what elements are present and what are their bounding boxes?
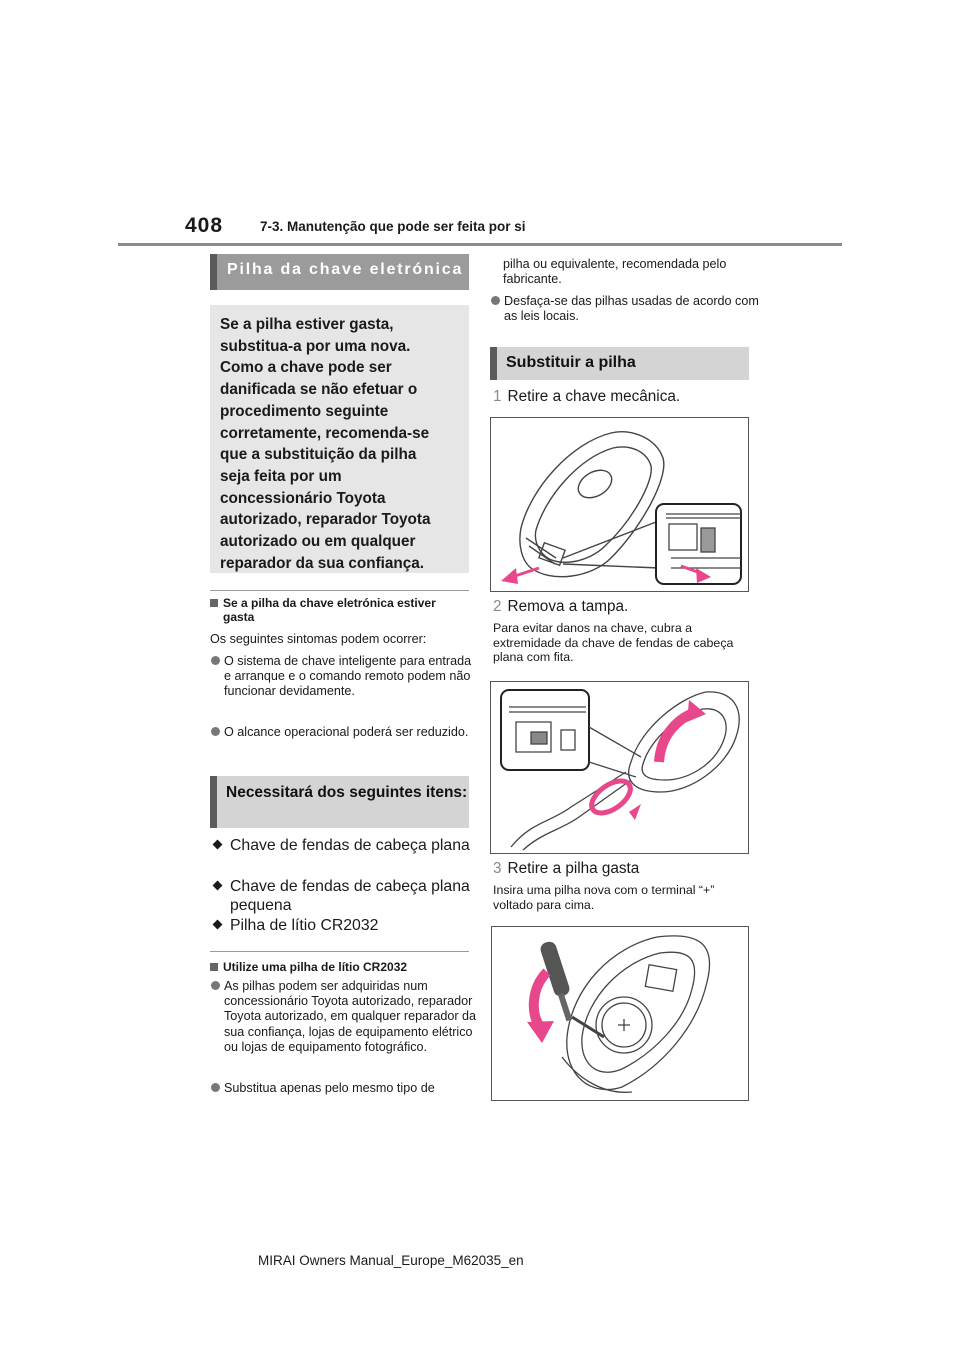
- step-text: Retire a pilha gasta: [507, 860, 640, 877]
- battery-illustration: [492, 927, 748, 1100]
- item: [212, 836, 480, 855]
- step-3-note: Insira uma pilha nova com o terminal “+” voltado para cima.: [493, 883, 715, 912]
- figure-remove-cover: [490, 681, 749, 854]
- q1-bullet: [211, 654, 479, 700]
- page-number: 408: [185, 214, 224, 237]
- q1-bullet: [211, 725, 479, 740]
- diamond-bullet-icon: [213, 840, 223, 850]
- round-bullet-icon: [491, 296, 500, 305]
- q2-title: [210, 960, 469, 974]
- heading-necessitara: Necessitará dos seguintes itens:: [210, 776, 469, 828]
- info-line: concessionário Toyota: [220, 489, 386, 507]
- step-2-note: Para evitar danos na chave, cubra a extremidade da chave de fendas de cabeça plana com fita.: [493, 621, 734, 664]
- step-3: [493, 860, 753, 878]
- q2-bullet-text: Substitua apenas pelo mesmo tipo de: [224, 1081, 435, 1095]
- info-line: procedimento seguinte: [220, 402, 389, 420]
- q1-bullet-text: O sistema de chave inteligente para entrada e arranque e o comando remoto podem não funcionar devidamente.: [224, 654, 472, 699]
- item-text: Chave de fendas de cabeça plana: [230, 837, 470, 854]
- info-line: autorizado, reparador Toyota: [220, 511, 431, 529]
- info-line: autorizado ou em qualquer: [220, 533, 416, 551]
- footer-text: MIRAI Owners Manual_Europe_M62035_en: [258, 1253, 524, 1268]
- dispose-bullet: [491, 294, 762, 324]
- divider: [210, 590, 469, 591]
- square-bullet-icon: [210, 963, 218, 971]
- header-rule: [118, 243, 842, 246]
- q1-intro: Os seguintes sintomas podem ocorrer:: [210, 632, 427, 646]
- step-2: [493, 598, 753, 616]
- continued-text: pilha ou equivalente, recomendada pelo fabricante.: [503, 257, 727, 287]
- heading-substituir: Substituir a pilha: [490, 347, 749, 380]
- item-text: Chave de fendas de cabeça plana pequena: [230, 878, 470, 914]
- info-line: Como a chave pode ser: [220, 359, 392, 377]
- q2-bullet-text: As pilhas podem ser adquiridas num concessionário Toyota autorizado, reparador Toyota autorizado, em qualquer reparador da sua confiança, lojas de equipamento elétrico ou lojas de equipamento fotográfico.: [224, 979, 477, 1054]
- step-number: 2: [493, 598, 502, 615]
- info-line: Se a pilha estiver gasta,: [220, 316, 394, 333]
- info-line: corretamente, recomenda-se: [220, 424, 430, 442]
- info-line: que a substituição da pilha: [220, 446, 417, 464]
- figure-remove-mechanical-key: [490, 417, 749, 592]
- item: [212, 877, 480, 915]
- section-title: 7-3. Manutenção que pode ser feita por si: [260, 219, 526, 234]
- diamond-bullet-icon: [213, 920, 223, 930]
- info-line: danificada se não efetuar o: [220, 381, 418, 399]
- q2-bullet: [211, 979, 480, 1055]
- step-number: 1: [493, 388, 502, 405]
- q2-bullet: [211, 1081, 480, 1096]
- round-bullet-icon: [211, 656, 220, 665]
- q1-title: [210, 596, 465, 624]
- item: [212, 916, 480, 935]
- step-text: Remova a tampa.: [507, 598, 629, 615]
- item-text: Pilha de lítio CR2032: [230, 917, 379, 934]
- figure-remove-battery: [491, 926, 749, 1101]
- round-bullet-icon: [211, 981, 220, 990]
- screwdriver-cover-illustration: [491, 682, 748, 853]
- round-bullet-icon: [211, 1083, 220, 1092]
- q1-bullet-text: O alcance operacional poderá ser reduzido.: [224, 725, 469, 739]
- step-number: 3: [493, 860, 502, 877]
- info-line: seja feita por um: [220, 467, 342, 485]
- divider: [210, 951, 469, 952]
- square-bullet-icon: [210, 599, 218, 607]
- round-bullet-icon: [211, 727, 220, 736]
- step-text: Retire a chave mecânica.: [507, 388, 681, 405]
- dispose-bullet-text: Desfaça-se das pilhas usadas de acordo com as leis locais.: [504, 294, 759, 324]
- info-box: [210, 305, 469, 573]
- q1-title-text: Se a pilha da chave eletrónica estiver gasta: [223, 596, 436, 624]
- key-fob-illustration: [491, 418, 748, 591]
- step-1: [493, 388, 753, 406]
- info-line: substitua-a por uma nova.: [220, 337, 411, 355]
- info-line: reparador da sua confiança.: [220, 554, 425, 572]
- heading-pilha-chave: Pilha da chave eletrónica: [210, 254, 469, 290]
- diamond-bullet-icon: [213, 881, 223, 891]
- q2-title-text: Utilize uma pilha de lítio CR2032: [223, 960, 408, 974]
